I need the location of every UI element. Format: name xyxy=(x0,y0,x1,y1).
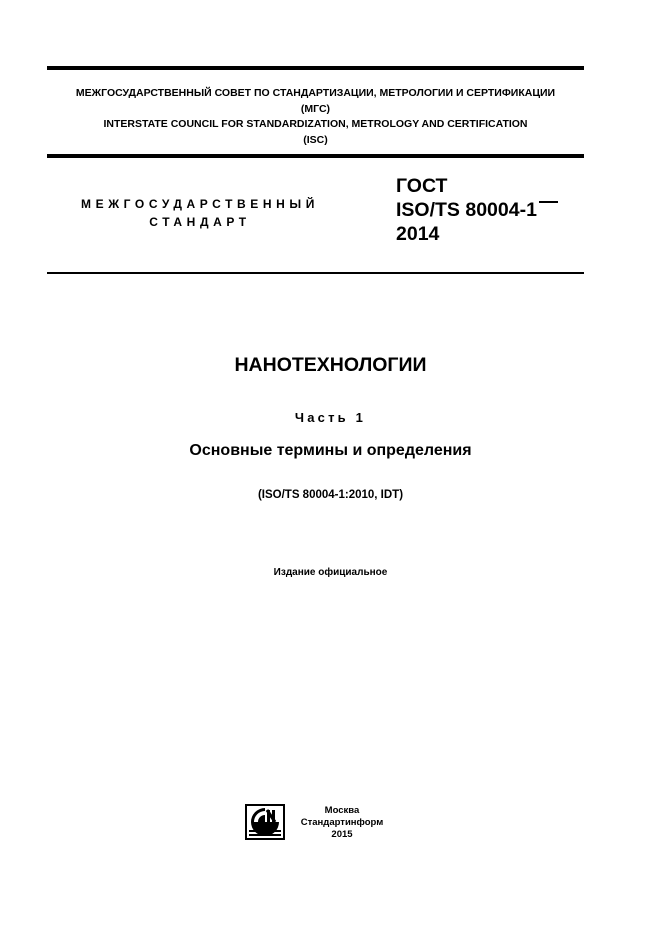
gost-number-line xyxy=(396,198,558,222)
gost-label: ГОСТ xyxy=(396,175,448,197)
gost-designation xyxy=(396,174,558,246)
iso-reference: (ISO/TS 80004-1:2010, IDT) xyxy=(257,489,404,501)
publisher-name: Стандартинформ xyxy=(300,817,384,828)
document-title: НАНОТЕХНОЛОГИИ xyxy=(234,354,427,376)
council-ru-name: МЕЖГОСУДАРСТВЕННЫЙ СОВЕТ ПО СТАНДАРТИЗАЦИИ, МЕТРОЛОГИИ И СЕРТИФИКАЦИИ xyxy=(75,87,556,99)
document-subtitle: Основные термины и определения xyxy=(189,442,472,459)
document-part: Часть 1 xyxy=(294,410,367,425)
publisher-year: 2015 xyxy=(331,829,353,840)
standard-kind-line2: СТАНДАРТ xyxy=(149,215,251,229)
council-ru-abbr: (МГС) xyxy=(300,102,331,115)
publisher-city: Москва xyxy=(324,805,360,816)
bottom-rule xyxy=(47,272,584,274)
standartinform-logo-icon xyxy=(245,804,285,840)
council-en-abbr: (ISC) xyxy=(303,133,328,146)
council-en-name: INTERSTATE COUNCIL FOR STANDARDIZATION, METROLOGY AND CERTIFICATION xyxy=(103,118,528,130)
council-header xyxy=(47,86,584,148)
edition-note: Издание официальное xyxy=(273,567,388,578)
gost-year: 2014 xyxy=(396,223,440,245)
standard-kind xyxy=(60,195,340,231)
publisher-block xyxy=(292,805,392,841)
dash-mark xyxy=(539,201,558,203)
standard-kind-line1: МЕЖГОСУДАРСТВЕННЫЙ xyxy=(81,197,319,211)
middle-rule xyxy=(47,154,584,158)
top-rule xyxy=(47,66,584,70)
gost-number: ISO/TS 80004-1 xyxy=(396,199,537,221)
